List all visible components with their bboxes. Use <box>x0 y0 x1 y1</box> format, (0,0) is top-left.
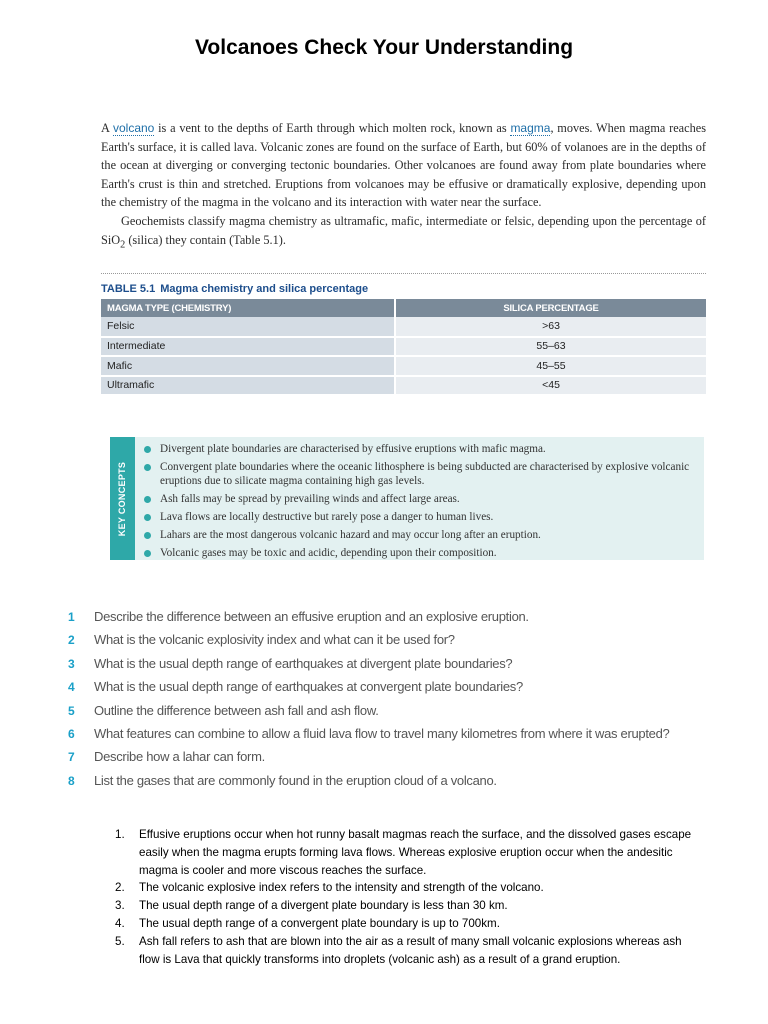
table-row <box>101 376 706 396</box>
list-item: Convergent plate boundaries where the oceanic lithosphere is being subducted are characterised by explosive volcanic eruptions due to silicate magma containing high gas levels. <box>143 461 698 488</box>
list-item: Ash falls may be spread by prevailing winds and affect large areas. <box>143 493 698 507</box>
list-item: Lahars are the most dangerous volcanic hazard and may occur long after an eruption. <box>143 529 698 543</box>
bullet-icon <box>144 514 151 521</box>
answer-number: 4. <box>115 916 125 930</box>
question-number: 2 <box>68 633 75 648</box>
answer-number: 1. <box>115 828 125 841</box>
key-concepts-label: KEY CONCEPTS <box>117 461 128 536</box>
answer-text: The usual depth range of a convergent plate boundary is up to 700km. <box>139 916 500 930</box>
question-item <box>68 771 768 794</box>
list-item: Lava flows are locally destructive but rarely pose a danger to human lives. <box>143 511 698 525</box>
question-text: Describe the difference between an effusive eruption and an explosive eruption. <box>94 609 529 624</box>
question-number: 7 <box>68 750 75 765</box>
question-item <box>68 630 768 653</box>
answer-list <box>114 826 694 968</box>
answer-text: Effusive eruptions occur when hot runny basalt magmas reach the surface, and the dissolved gases escape easily when the magma erupts forming lava flows. Whereas explosive eruption occur when the andesitic magma is cooler and more viscous reaches the surface. <box>139 828 692 877</box>
table-cell: Mafic <box>101 356 395 376</box>
page-title: Volcanoes Check Your Understanding <box>194 36 574 59</box>
answer-text: Ash fall refers to ash that are blown into the air as a result of many small volcanic explosions whereas ash flow is Lava that quickly transforms into droplets (volcanic ash) as a result of a grand eruption. <box>139 934 682 966</box>
answer-text: The usual depth range of a divergent plate boundary is less than 30 km. <box>139 899 508 913</box>
table-title: Magma chemistry and silica percentage <box>160 283 369 295</box>
table-header-cell: MAGMA TYPE (CHEMISTRY) <box>101 299 395 317</box>
question-number: 6 <box>68 726 75 741</box>
table-cell: 45–55 <box>395 356 706 376</box>
question-text: What features can combine to allow a fluid lava flow to travel many kilometres from where it was erupted? <box>94 725 670 741</box>
bullet-icon <box>144 550 151 557</box>
answer-item <box>114 915 694 933</box>
question-list <box>68 607 768 794</box>
question-text: Outline the difference between ash fall and ash flow. <box>94 702 379 718</box>
intro-paragraph-1: A volcano is a vent to the depths of Earth through which molten rock, known as magma, moves. When magma reaches Earth's surface, it is called lava. Volcanic zones are found on the surface of Earth, but 60% of volanoes are in the depths of the ocean at diverging or converging tectonic boundaries. Other volcanoes are found away from plate boundaries where Earth's crust is thin and stretched. Eruptions from volcanoes may be effusive or dramatically explosive, depending upon the chemistry of the magma in the volcano and its interaction with water near the surface. <box>101 121 706 210</box>
table-row <box>101 317 706 337</box>
answer-item <box>114 879 694 897</box>
list-item: Volcanic gases may be toxic and acidic, depending upon their composition. <box>143 547 698 561</box>
question-text: List the gases that are commonly found in the eruption cloud of a volcano. <box>94 772 497 788</box>
question-item <box>68 677 768 700</box>
magma-table <box>101 299 706 396</box>
question-text: What is the usual depth range of earthquakes at convergent plate boundaries? <box>94 679 523 695</box>
key-concepts-list <box>143 443 698 565</box>
bullet-icon <box>144 446 151 453</box>
table-header-cell: SILICA PERCENTAGE <box>395 299 706 317</box>
question-number: 4 <box>68 680 75 695</box>
table-row <box>101 337 706 357</box>
question-number: 3 <box>68 656 75 671</box>
question-number: 5 <box>68 703 75 718</box>
answer-number: 3. <box>115 899 125 913</box>
keyword-volcano-link[interactable]: volcano <box>112 121 155 135</box>
question-text: Describe how a lahar can form. <box>94 749 265 765</box>
question-item <box>68 747 768 770</box>
answer-item <box>114 826 694 879</box>
answer-text: The volcanic explosive index refers to the intensity and strength of the volcano. <box>139 881 544 895</box>
table-caption <box>101 283 368 295</box>
table-cell: >63 <box>395 317 706 337</box>
intro-text <box>101 119 706 255</box>
list-item: Divergent plate boundaries are characterised by effusive eruptions with mafic magma. <box>143 443 698 457</box>
table-number: TABLE 5.1 <box>101 283 156 295</box>
question-text: What is the volcanic explosivity index and what can it be used for? <box>94 632 455 648</box>
table-cell: 55–63 <box>395 337 706 357</box>
question-number: 8 <box>68 773 75 788</box>
table-cell: Felsic <box>101 317 395 337</box>
question-item <box>68 701 768 724</box>
answer-number: 2. <box>115 881 125 895</box>
answer-item <box>114 933 694 969</box>
intro-paragraph-2: Geochemists classify magma chemistry as ultramafic, mafic, intermediate or felsic, depending upon the percentage of SiO$_2$ (silica) they contain (Table 5.1). <box>101 213 706 251</box>
bullet-icon <box>144 532 151 539</box>
table-cell: Ultramafic <box>101 376 395 396</box>
answer-item <box>114 897 694 915</box>
bullet-icon <box>144 464 151 471</box>
question-number: 1 <box>68 610 75 624</box>
question-text: What is the usual depth range of earthquakes at divergent plate boundaries? <box>94 655 513 671</box>
table-cell: Intermediate <box>101 337 395 357</box>
answer-number: 5. <box>115 934 125 948</box>
question-item <box>68 724 768 747</box>
question-item <box>68 654 768 677</box>
table-cell: <45 <box>395 376 706 396</box>
keyword-magma-link[interactable]: magma <box>510 121 551 135</box>
table-row <box>101 356 706 376</box>
bullet-icon <box>144 496 151 503</box>
table-header-row <box>101 299 706 317</box>
question-item <box>68 607 768 630</box>
dotted-divider <box>101 273 706 274</box>
